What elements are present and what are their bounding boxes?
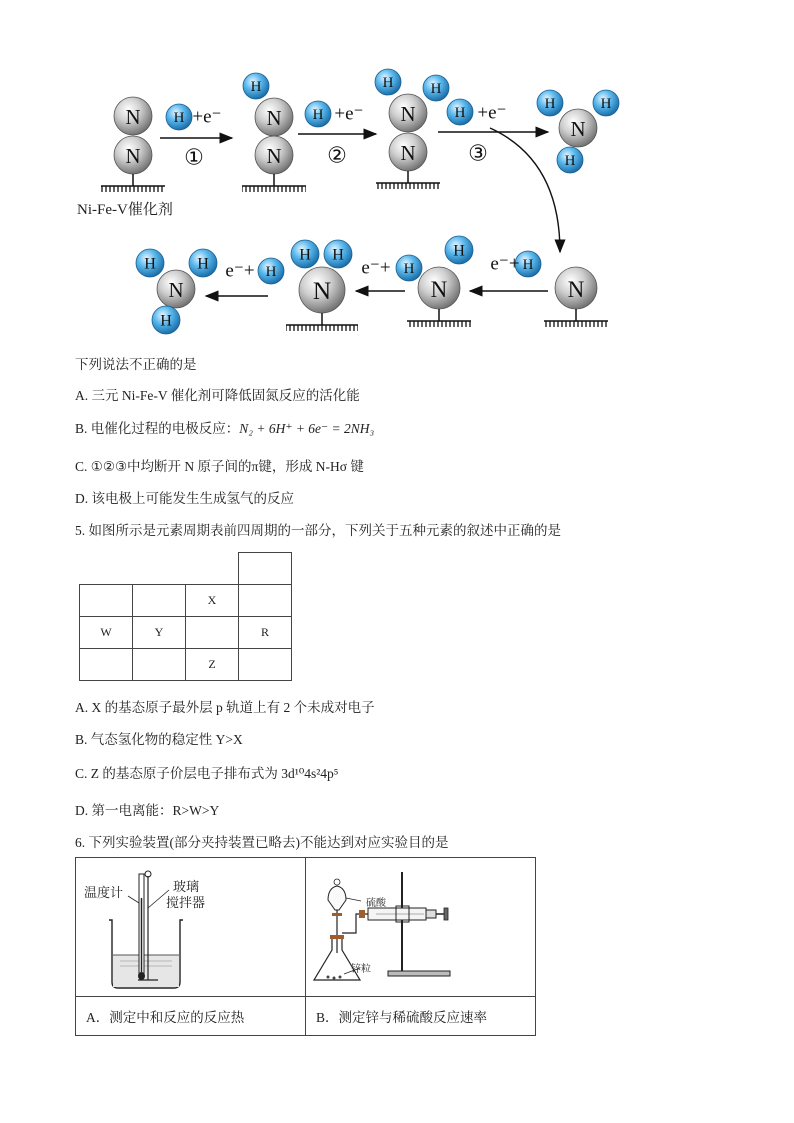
q5-option-c-prefix: C. Z 的基态原子价层电子排布式为 [75,766,282,781]
electron-label: e⁻+ [490,253,520,275]
q4-option-b-prefix: B. 电催化过程的电极反应： [75,421,240,436]
pt-cell [80,649,133,681]
catalyst-surface [242,186,306,192]
nitrogen-atom-label: N [125,105,141,129]
q4-stem: 下列说法不正确的是 [75,357,197,372]
q4-option-b-equation: N₂ + 6H⁺ + 6e⁻ = 2NH₃ [239,421,375,436]
pt-cell-x: X [186,585,239,617]
hydrogen-atom-label: H [382,75,394,91]
nitrogen-atom-label: N [312,277,332,305]
hydrogen-atom-label: H [454,105,466,121]
pt-cell [239,649,292,681]
pt-cell [133,585,186,617]
hydrogen-atom-label: H [160,312,172,330]
step-number-1: ① [184,144,204,170]
q6-option-b: B．测定锌与稀硫酸反应速率 [316,1010,488,1025]
q5-option-a: A. X 的基态原子最外层 p 轨道上有 2 个未成对电子 [75,700,375,715]
step-number-3: ③ [468,140,488,166]
electron-label: +e⁻ [192,106,222,128]
nitrogen-atom-label: N [266,144,282,168]
q5-option-b: B. 气态氢化物的稳定性 Y>X [75,732,243,747]
apparatus-table [75,857,536,1036]
hydrogen-atom-label: H [430,81,442,97]
hydrogen-atom-label: H [312,107,324,123]
stirrer-label-line1: 玻璃 [173,879,200,894]
step-number-2: ② [327,142,347,168]
zinc-label: 锌粒 [351,964,371,975]
pt-blank [186,553,239,585]
q4-option-c: C. ①②③中均断开 N 原子间的π键，形成 N-Hσ 键 [75,459,364,474]
apparatus-a-cell [76,858,306,997]
nitrogen-atom-label: N [125,144,141,168]
hydrogen-atom-label: H [522,257,534,273]
q5-stem: 5. 如图所示是元素周期表前四周期的一部分，下列关于五种元素的叙述中正确的是 [75,523,561,538]
catalyst-surface [376,183,440,189]
nitrogen-atom-label: N [400,102,416,126]
pt-cell-z: Z [186,649,239,681]
pt-cell [239,553,292,585]
hydrogen-atom-label: H [173,110,185,126]
nitrogen-atom-label: N [570,117,586,141]
q6-option-a: A．测定中和反应的反应热 [86,1010,245,1025]
hydrogen-atom-label: H [299,246,311,264]
hydrogen-atom-label: H [265,264,277,280]
electron-label: e⁻+ [225,260,255,282]
q5-option-d: D. 第一电离能：R>W>Y [75,803,220,818]
q6-stem: 6. 下列实验装置(部分夹持装置已略去)不能达到对应实验目的是 [75,835,449,850]
catalyst-surface [544,321,608,327]
reaction-mechanism-diagram [0,0,794,345]
q5-option-c-config: 3d¹⁰4s²4p⁵ [281,766,339,781]
electron-label: +e⁻ [477,102,507,124]
q4-option-b [75,420,374,438]
hydrogen-atom-label: H [600,96,612,112]
pt-cell-w: W [80,617,133,649]
q5-option-c [75,765,338,783]
catalyst-surface [101,186,165,192]
electron-label: +e⁻ [334,103,364,125]
hydrogen-atom-label: H [403,261,415,277]
hydrogen-atom-label: H [332,246,344,264]
nitrogen-atom-label: N [430,276,448,302]
stirrer-label-line2: 搅拌器 [166,895,206,910]
catalyst-surface [286,325,358,331]
option-b-cell [306,997,536,1036]
pt-cell [239,585,292,617]
pt-blank [133,553,186,585]
hydrogen-atom-label: H [144,255,156,273]
nitrogen-atom-label: N [266,106,282,130]
q4-option-d: D. 该电极上可能发生生成氢气的反应 [75,491,294,506]
pt-cell-r: R [239,617,292,649]
catalyst-surface [407,321,471,327]
hydrogen-atom-label: H [564,153,576,169]
thermometer-label: 温度计 [84,885,124,900]
apparatus-b-cell [306,858,536,997]
periodic-table-fragment [79,552,292,681]
nitrogen-atom-label: N [400,141,416,165]
hydrogen-atom-label: H [250,79,262,95]
q4-option-a: A. 三元 Ni-Fe-V 催化剂可降低固氮反应的活化能 [75,388,360,403]
pt-cell [186,617,239,649]
pt-cell [133,649,186,681]
pt-cell-y: Y [133,617,186,649]
hydrogen-atom-label: H [453,242,465,260]
pt-blank [80,553,133,585]
nitrogen-atom-label: N [168,278,184,302]
pt-cell [80,585,133,617]
catalyst-label: Ni-Fe-V催化剂 [77,202,173,218]
reaction-rate-apparatus-figure [306,858,535,996]
curved-reaction-arrow [490,128,560,252]
nitrogen-atom-label: N [567,276,585,302]
acid-label: 硫酸 [366,898,386,909]
option-a-cell [76,997,306,1036]
hydrogen-atom-label: H [197,255,209,273]
electron-label: e⁻+ [361,257,391,279]
hydrogen-atom-label: H [544,96,556,112]
